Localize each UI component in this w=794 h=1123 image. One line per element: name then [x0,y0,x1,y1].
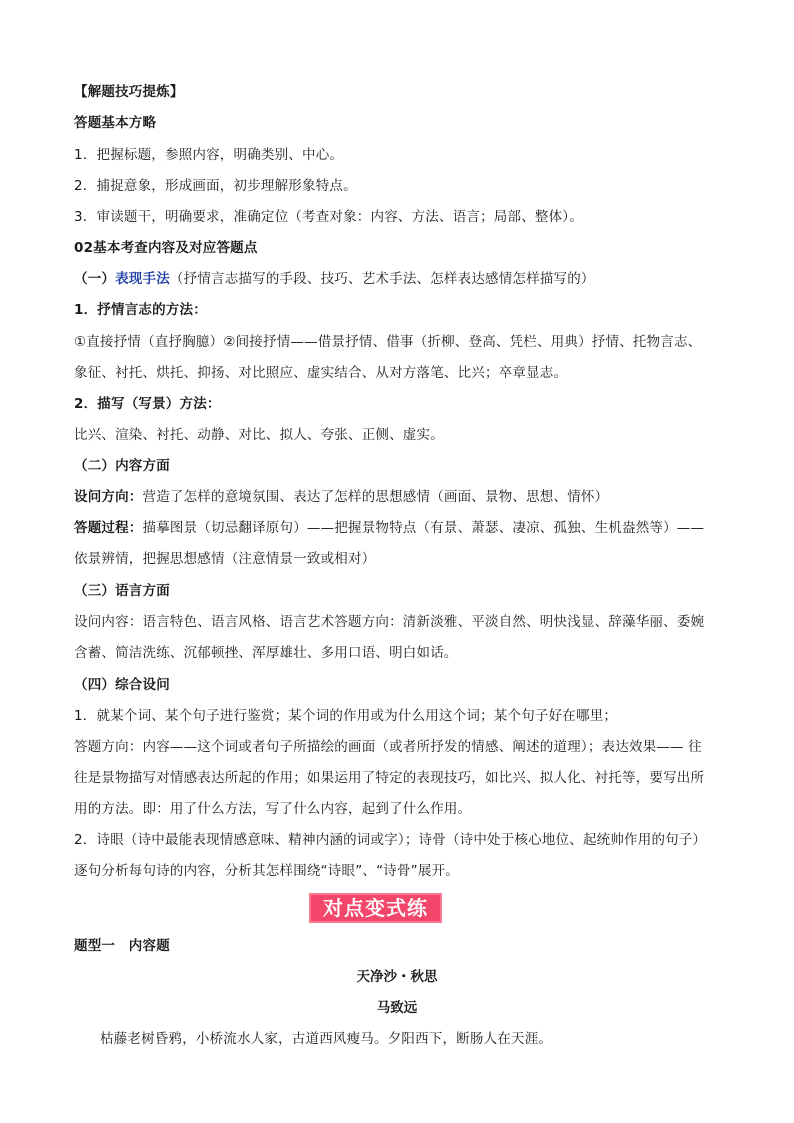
practice-banner: 对点变式练 [309,893,442,923]
section-tip-heading: 【解题技巧提炼】 [74,84,184,100]
part1-sub2-title: 2．描写（写景）方法： [74,396,221,412]
part1-heading [74,270,724,288]
basic-step-2: 2．捕捉意象，形成画面，初步理解形象特点。 [74,178,357,194]
poem-author: 马致远 [376,1000,418,1016]
part4-line3: 往是景物描写对情感表达所起的作用；如果运用了特定的表现技巧，如比兴、拟人化、衬托等，要写出所 [74,770,705,786]
part3-line1: 设问内容：语言特色、语言风格、语言艺术答题方向：清新淡雅、平淡自然、明快浅显、辞藻华丽、委婉 [74,614,705,630]
part2-answer-text1: 描摹图景（切忌翻译原句）——把握景物特点（有景、萧瑟、凄凉、孤独、生机盎然等）—— [142,520,705,536]
part2-heading: （二）内容方面 [74,458,170,474]
part2-answer-line2: 依景辨情，把握思想感情（注意情景一致或相对） [74,551,376,567]
part1-sub2-line: 比兴、渲染、衬托、动静、对比、拟人、夸张、正侧、虚实。 [74,427,444,443]
part2-question [74,488,724,506]
part2-question-label: 设问方向： [74,489,143,505]
poem-title: 天净沙・秋思 [356,969,438,985]
basic-method-title: 答题基本方略 [74,115,157,131]
basic-step-1: 1．把握标题，参照内容，明确类别、中心。 [74,147,344,163]
part4-line2: 答题方向：内容——这个词或者句子所描绘的画面（或者所抒发的情感、阐述的道理）；表达效果—— 往 [74,739,702,755]
part1-sub1-title: 1．抒情言志的方法： [74,302,207,318]
part1-heading-desc: （抒情言志描写的手段、技巧、艺术手法、怎样表达感情怎样描写的） [169,271,595,287]
part1-sub1-line1: ①直接抒情（直抒胸臆）②间接抒情——借景抒情、借事（折柳、登高、凭栏、用典）抒情、托物言志、 [74,334,702,350]
part2-answer-label: 答题过程： [74,520,143,536]
part4-line4: 用的方法。即：用了什么方法，写了什么内容，起到了什么作用。 [74,801,472,817]
part2-question-text: 营造了怎样的意境氛围、表达了怎样的思想感情（画面、景物、思想、情怀） [142,489,609,505]
part3-heading: （三）语言方面 [74,583,170,599]
exam-points-title: 02基本考查内容及对应答题点 [74,240,258,256]
part2-answer-line1 [74,519,724,537]
part1-heading-title: 表现手法 [115,271,170,287]
part4-line1: 1．就某个词、某个句子进行鉴赏；某个词的作用或为什么用这个词；某个句子好在哪里； [74,708,618,724]
part3-line2: 含蓄、简洁洗练、沉郁顿挫、浑厚雄壮、多用口语、明白如话。 [74,645,458,661]
part4-heading: （四）综合设问 [74,677,170,693]
part4-line5: 2．诗眼（诗中最能表现情感意味、精神内涵的词或字）；诗骨（诗中处于核心地位、起统帅作用的句子） [74,832,707,848]
part1-sub1-line2: 象征、衬托、烘托、抑扬、对比照应、虚实结合、从对方落笔、比兴；卒章显志。 [74,365,568,381]
part4-line6: 逐句分析每句诗的内容，分析其怎样围绕“诗眼”、“诗骨”展开。 [74,863,459,879]
part1-heading-num: （一） [74,271,116,287]
poem-text: 枯藤老树昏鸦，小桥流水人家，古道西风瘦马。夕阳西下，断肠人在天涯。 [100,1031,553,1047]
question-type-heading: 题型一 内容题 [74,938,170,954]
basic-step-3: 3．审读题干，明确要求，准确定位（考查对象：内容、方法、语言；局部、整体）。 [74,209,583,225]
